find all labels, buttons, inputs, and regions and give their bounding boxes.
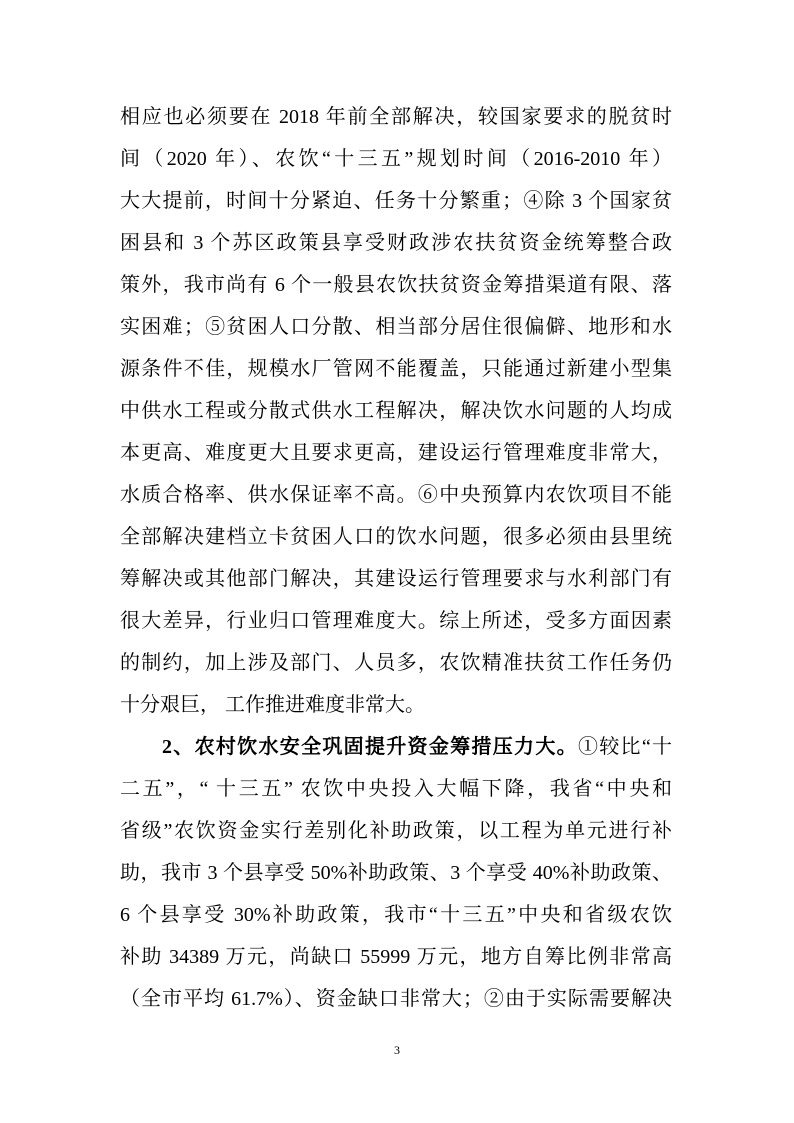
text-line: 补助 34389 万元，尚缺口 55999 万元，地方自筹比例非常高 [120,946,672,968]
text-line-first [120,726,672,768]
text-line: 中供水工程或分散式供水工程解决，解决饮水问题的人均成 [120,400,672,422]
paragraph-2 [120,726,672,1020]
text-line: 十分艰巨， 工作推进难度非常大。 [120,694,425,716]
text-line: 筹解决或其他部门解决，其建设运行管理要求与水利部门有 [120,568,672,590]
text-line: 助，我市 3 个县享受 50%补助政策、3 个享受 40%补助政策、 [120,862,672,884]
section-heading: 2、农村饮水安全巩固提升资金筹措压力大。 [162,736,578,758]
text-line: （全市平均 61.7%）、资金缺口非常大；②由于实际需要解决 [120,988,672,1010]
text-line: 省级”农饮资金实行差别化补助政策，以工程为单元进行补 [120,820,672,842]
text-line: 的制约，加上涉及部门、人员多，农饮精准扶贫工作任务仍 [120,652,672,674]
page-number: 3 [394,1043,400,1057]
text-line-rest: ①较比“十 [577,736,672,758]
text-line: 水质合格率、供水保证率不高。⑥中央预算内农饮项目不能 [120,484,672,506]
text-line: 全部解决建档立卡贫困人口的饮水问题，很多必须由县里统 [120,526,672,548]
text-line: 实困难；⑤贫困人口分散、相当部分居住很偏僻、地形和水 [120,316,672,338]
text-line: 相应也必须要在 2018 年前全部解决，较国家要求的脱贫时 [120,106,672,128]
text-line: 间（2020 年）、农饮“十三五”规划时间（2016-2010 年） [120,148,672,170]
text-line: 策外，我市尚有 6 个一般县农饮扶贫资金筹措渠道有限、落 [120,274,672,296]
text-line: 困县和 3 个苏区政策县享受财政涉农扶贫资金统筹整合政 [120,232,672,254]
text-line: 6 个县享受 30%补助政策，我市“十三五”中央和省级农饮 [120,904,672,926]
text-line: 大大提前，时间十分紧迫、任务十分繁重；④除 3 个国家贫 [120,190,672,212]
text-line: 二五”，“ 十三五” 农饮中央投入大幅下降，我省“中央和 [120,778,672,800]
text-line: 源条件不佳，规模水厂管网不能覆盖，只能通过新建小型集 [120,358,672,380]
text-line: 很大差异，行业归口管理难度大。综上所述，受多方面因素 [120,610,672,632]
body-text [120,96,672,1020]
paragraph-1 [120,96,672,726]
text-line: 本更高、难度更大且要求更高，建设运行管理难度非常大， [120,442,672,464]
